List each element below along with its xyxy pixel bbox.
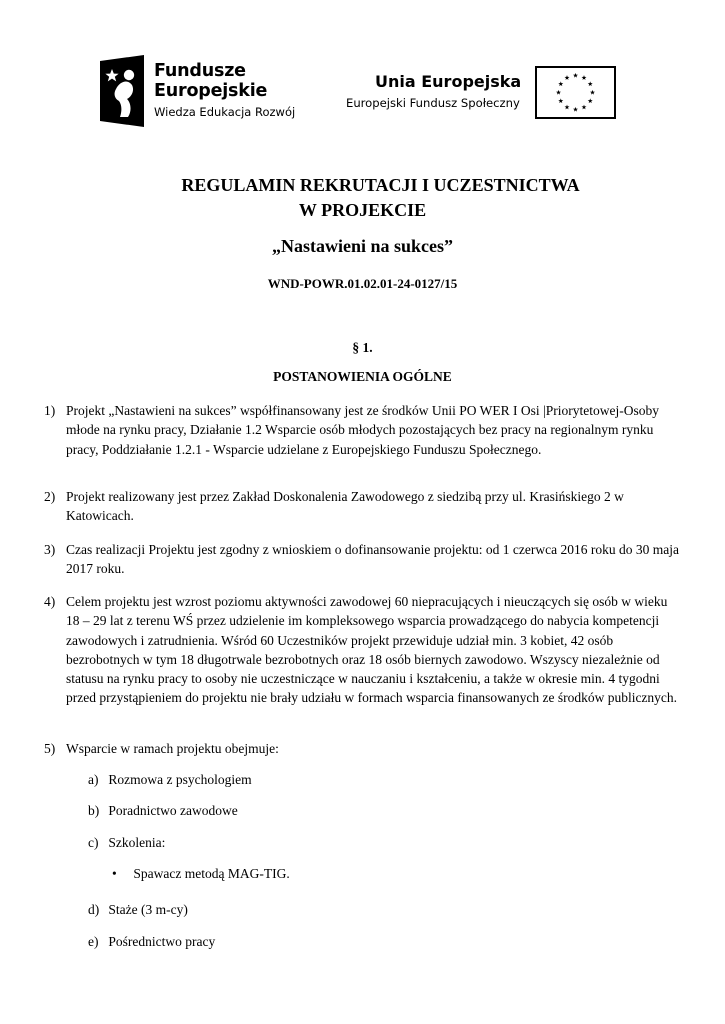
paragraph-number: § 1. <box>352 340 373 355</box>
list-item <box>44 739 684 758</box>
fe-logo-line1: Fundusze <box>154 61 246 81</box>
training-bullet-text: Spawacz metodą MAG-TIG. <box>133 866 290 881</box>
fe-logo-line2: Europejskie <box>154 81 268 101</box>
list-item <box>44 592 684 708</box>
support-item-text: Rozmowa z psychologiem <box>108 772 252 787</box>
support-item <box>88 770 252 789</box>
list-item-number: 5) <box>44 741 56 756</box>
unia-europejska-logo <box>346 72 521 112</box>
support-item-label: e) <box>88 934 99 949</box>
eu-logo-subtitle: Europejski Fundusz Społeczny <box>346 96 520 110</box>
support-item-label: b) <box>88 803 100 818</box>
fundusze-europejskie-logo <box>98 55 318 130</box>
support-item-label: d) <box>88 902 100 917</box>
support-item-text: Staże (3 m-cy) <box>108 902 188 917</box>
support-item <box>88 900 188 919</box>
bullet-icon: • <box>112 866 117 881</box>
list-item-number: 2) <box>44 489 56 504</box>
list-item-number: 3) <box>44 542 56 557</box>
document-title-line1: REGULAMIN REKRUTACJI I UCZESTNICTWA <box>181 175 580 195</box>
fundusze-europejskie-mark-icon <box>98 55 146 127</box>
list-item-text: Celem projektu jest wzrost poziomu aktywności zawodowej 60 niepracujących i nieuczących się osób w wieku 18 – 29 lat z terenu WŚ przez udzielenie im kompleksowego wsparcia prowadzącego do nabycia kompetencji zawodowych i zatrudnienia. Wśród 60 Uczestników projekt przewiduje udział min. 3 kobiet, 42 osób bezrobotnych w tym 18 długotrwale bezrobotnych oraz 18 osób biernych zawodowo. Wszyscy niezależnie od statusu na rynku pracy to osoby nie uczestniczące w nauczaniu i kształceniu, a także w okresie min. 4 tygodni przed przystąpieniem do projektu nie brały udziału w formach wsparcia finansowanych ze środków publicznych. <box>66 594 678 706</box>
training-bullet-item <box>112 864 290 883</box>
support-item-text: Pośrednictwo pracy <box>108 934 216 949</box>
list-item-text: Projekt realizowany jest przez Zakład Doskonalenia Zawodowego z siedzibą przy ul. Krasińskiego 2 w Katowicach. <box>66 489 624 524</box>
list-item-number: 1) <box>44 403 56 418</box>
list-item <box>44 401 684 459</box>
eu-logo-title: Unia Europejska <box>375 72 522 91</box>
support-item-text: Poradnictwo zawodowe <box>108 803 238 818</box>
section-heading: POSTANOWIENIA OGÓLNE <box>273 369 452 384</box>
support-item-label: a) <box>88 772 99 787</box>
list-item-text: Wsparcie w ramach projektu obejmuje: <box>66 741 279 756</box>
support-item <box>88 801 238 820</box>
fe-logo-line3: Wiedza Edukacja Rozwój <box>154 105 296 119</box>
list-item <box>44 540 684 579</box>
list-item-number: 4) <box>44 594 56 609</box>
support-item-label: c) <box>88 835 99 850</box>
support-item <box>88 833 165 852</box>
list-item-text: Projekt „Nastawieni na sukces” współfinansowany jest ze środków Unii PO WER I Osi |Priorytetowej-Osoby młode na rynku pracy, Działanie 1.2 Wsparcie osób młodych pozostających bez pracy na regionalnym rynku pracy, Poddziałanie 1.2.1 - Wsparcie udzielane z Europejskiego Funduszu Społecznego. <box>66 403 659 457</box>
support-item <box>88 932 215 951</box>
list-item <box>44 487 684 526</box>
project-name: „Nastawieni na sukces” <box>271 236 454 256</box>
document-title-line2: W PROJEKCIE <box>298 200 427 220</box>
support-item-text: Szkolenia: <box>108 835 166 850</box>
list-item-text: Czas realizacji Projektu jest zgodny z wnioskiem o dofinansowanie projektu: od 1 czerwca 2016 roku do 30 maja 2017 roku. <box>66 542 679 577</box>
project-code: WND-POWR.01.02.01-24-0127/15 <box>267 276 458 291</box>
eu-flag-icon <box>535 66 616 119</box>
